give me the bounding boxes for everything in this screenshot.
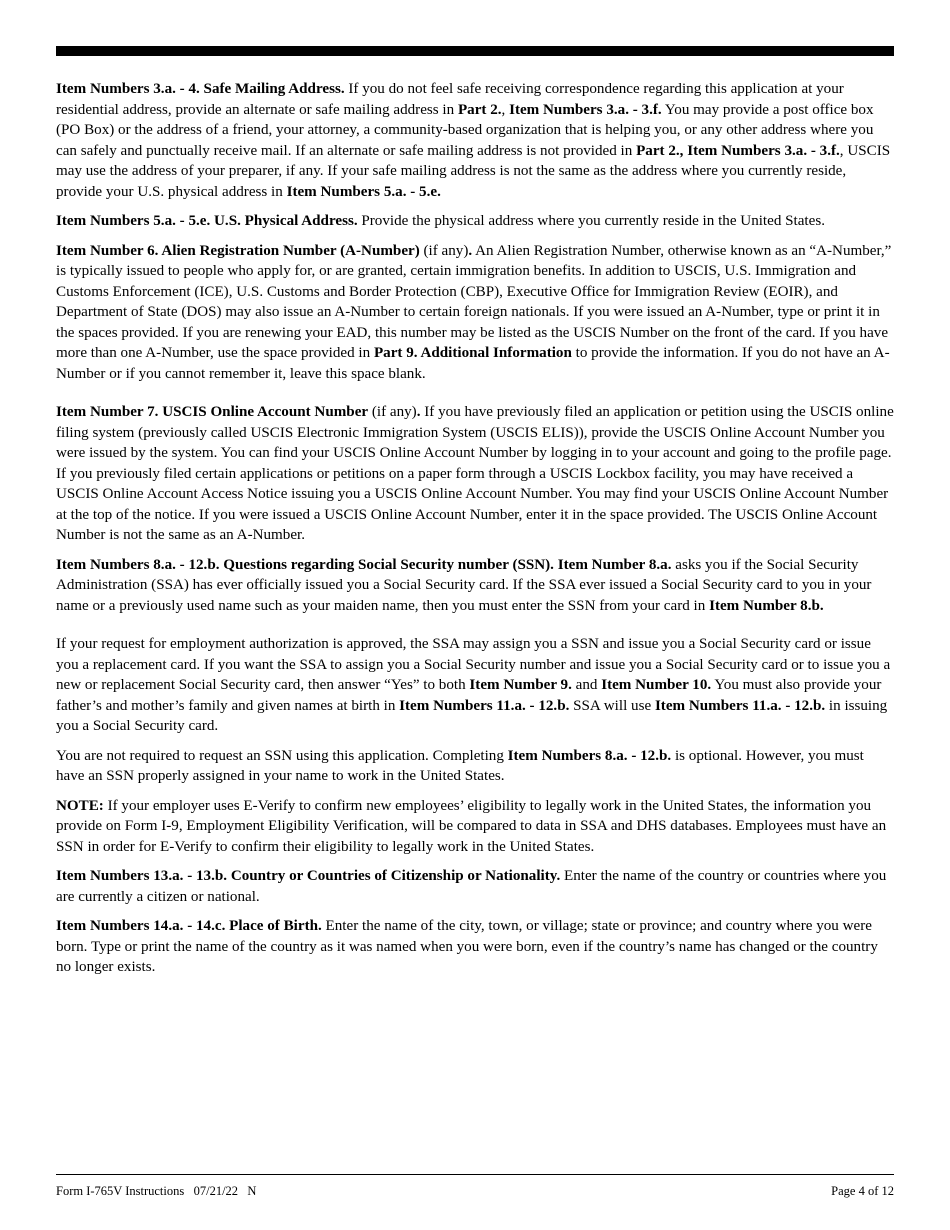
text-run: to provide the information. If you do not have an A-Number or if you cannot remember it, leave this space blank.	[56, 345, 890, 382]
paragraph-ssn-questions	[56, 555, 896, 617]
paragraph-citizenship	[56, 866, 896, 907]
text-run: If your request for employment authorization is approved, the SSA may assign you a SSN and issue you a Social Security card or issue you a replacement card. If you want the SSA to assign you a Social Security number and issue you a Social Security card or to issue you a new or replacement Social Security card, then answer “Yes” to both	[56, 636, 891, 693]
text-run: If you do not feel safe receiving correspondence regarding this application at your residential address, provide an alternate or safe mailing address in	[56, 81, 844, 118]
paragraph-uscis-online-account	[56, 402, 896, 546]
text-run: Enter the name of the city, town, or village; state or province; and country where you were born. Type or print the name of the country as it was named when you were born, even if the country’s name has changed or the country no longer exists.	[56, 918, 878, 975]
bold-run: Item Numbers 8.a. - 12.b.	[507, 747, 672, 764]
paragraph-note-e-verify	[56, 796, 896, 858]
paragraph-ssn-optional	[56, 746, 896, 787]
text-run: Enter the name of the country or countries where you are currently a citizen or national.	[56, 868, 887, 905]
paragraph-ssn-assignment	[56, 634, 896, 737]
bold-run: Item Numbers 3.a. - 3.f.	[509, 101, 662, 118]
bold-run: Item Number 6. Alien Registration Number (A-Number)	[56, 242, 420, 259]
bold-run: Item Numbers 14.a. - 14.c. Place of Birth.	[56, 918, 322, 934]
bold-run: Part 2., Item Numbers 3.a. - 3.f.	[636, 142, 840, 159]
text-run: is optional. However, you must have an SSN properly assigned in your name to work in the United States.	[56, 747, 864, 784]
text-run: (if any)	[368, 404, 417, 420]
paragraph-place-of-birth	[56, 916, 896, 978]
bold-run: .	[468, 242, 473, 259]
text-run: asks you if the Social Security Administration (SSA) has ever officially issued you a Social Security card. If the SSA ever issued a Social Security card to you in your name or a previously used name such as your maiden name, then you must enter the SSN from your card in	[56, 556, 872, 614]
text-run: Provide the physical address where you currently reside in the United States.	[357, 213, 825, 229]
bold-run: Part 2.	[457, 101, 502, 118]
text-run: , USCIS may use the address of your preparer, if any. If your safe mailing address is not the same as the address where you currently reside, provide your U.S. physical address in	[56, 142, 891, 200]
text-run: in issuing you a Social Security card.	[56, 697, 888, 734]
text-run: If you have previously filed an application or petition using the USCIS online filing system (previously called USCIS Electronic Immigration System (USCIS ELIS)), provide the USCIS Online Account Number you were issued by the system. You can find your USCIS Online Account Number by logging in to your account and going to the profile page. If you previously filed certain applications or petitions on a paper form through a USCIS Lockbox facility, you may have received a USCIS Online Account Access Notice issuing you a USCIS Online Account Number. You may find your USCIS Online Account Number at the top of the notice. If you were issued a USCIS Online Account Number, enter it in the space provided. The USCIS Online Account Number is not the same as an A-Number.	[56, 404, 894, 543]
bold-run: Item Numbers 8.a. - 12.b. Questions regarding Social Security number (SSN). Item Number 8.a.	[56, 556, 672, 573]
footer-rule	[56, 1174, 894, 1175]
text-run: SSA will use	[569, 697, 655, 714]
bold-run: Item Number 7. USCIS Online Account Number	[56, 404, 369, 420]
text-run: You must also provide your father’s and mother’s family and given names at birth in	[56, 677, 882, 714]
bold-run: Item Number 8.b.	[709, 597, 824, 614]
text-run: You are not required to request an SSN using this application. Completing	[56, 747, 508, 764]
text-run: You may provide a post office box (PO Box) or the address of a friend, your attorney, a community-based organization that is helping you, or any other address where you can safely and punctually receive mail. If an alternate or safe mailing address is not provided in	[56, 101, 874, 159]
paragraph-safe-mailing-address	[56, 79, 896, 202]
text-run: ,	[501, 101, 510, 118]
bold-run: Part 9. Additional Information	[373, 345, 572, 361]
text-run: An Alien Registration Number, otherwise known as an “A-Number,” is typically issued to people who apply for, or are granted, certain immigration benefits. In addition to USCIS, U.S. Immigration and Customs Enforcement (ICE), U.S. Customs and Border Protection (CBP), Executive Office for Immigration Review (EOIR), and Department of State (DOS) may also issue an A-Number to certain foreign nationals. If you were issued an A-Number, type or print it in the spaces provided. If you are renewing your EAD, this number may be listed as the USCIS Number on the front of the card. If you have more than one A-Number, use the space provided in	[56, 242, 892, 361]
bold-run: Item Numbers 5.a. - 5.e.	[286, 183, 441, 200]
bold-run: Item Numbers 13.a. - 13.b. Country or Countries of Citizenship or Nationality.	[56, 868, 561, 884]
bold-run: NOTE:	[56, 797, 104, 814]
bold-run: Item Numbers 11.a. - 12.b.	[654, 697, 826, 714]
text-run: (if any)	[419, 242, 469, 259]
bold-run: Item Number 10.	[601, 677, 712, 693]
text-run: and	[571, 677, 602, 693]
footer-page-number: Page 4 of 12	[831, 1184, 894, 1198]
footer-form-info: Form I-765V Instructions 07/21/22 N	[56, 1184, 257, 1198]
bold-run: Item Numbers 5.a. - 5.e. U.S. Physical Address.	[56, 213, 358, 229]
text-run: If your employer uses E-Verify to confirm new employees’ eligibility to legally work in the United States, the information you provide on Form I-9, Employment Eligibility Verification, will be compared to data in SSA and DHS databases. Employees must have an SSN in order for E-Verify to confirm their eligibility to legally work in the United States.	[56, 797, 887, 855]
paragraph-a-number	[56, 241, 896, 385]
paragraph-us-physical-address	[56, 211, 896, 232]
bold-run: Item Numbers 3.a. - 4. Safe Mailing Address.	[56, 81, 345, 97]
header-rule	[56, 46, 894, 56]
document-body	[56, 79, 896, 987]
bold-run: .	[416, 404, 421, 420]
bold-run: Item Number 9.	[469, 677, 572, 693]
bold-run: Item Numbers 11.a. - 12.b.	[399, 697, 570, 714]
